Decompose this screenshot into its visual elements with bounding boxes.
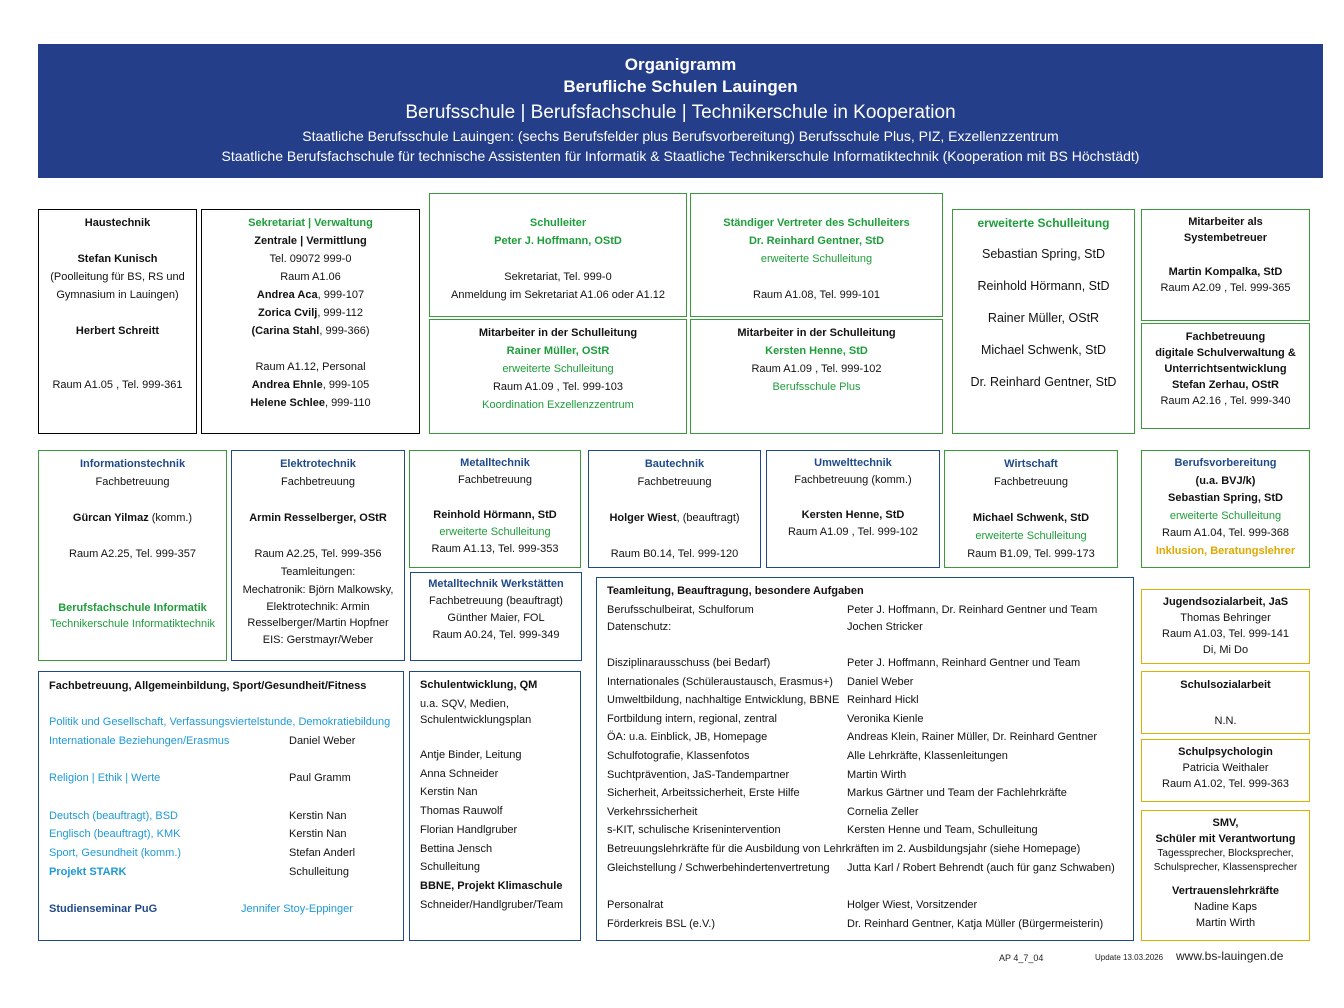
team-line: Resselberger/Martin Hopfner (247, 617, 389, 629)
responsible: Markus Gärtner und Team der Fachlehrkräfte (847, 787, 1067, 800)
box-title: Ständiger Vertreter des Schulleiters (723, 217, 910, 229)
box-title: Schulsozialarbeit (1180, 679, 1271, 691)
member-name: Antje Binder, Leitung (420, 749, 522, 761)
extension: , 999-366) (319, 325, 370, 337)
member-name: Martin Wirth (1195, 917, 1256, 929)
box-schulsozialarbeit (1141, 671, 1310, 734)
task-row (607, 803, 1125, 821)
task: Gleichstellung / Schwerbehindertenvertretung (607, 861, 830, 874)
subtitle: (u.a. BVJ/k) (1195, 474, 1256, 487)
task-row (607, 747, 1125, 765)
box-erweiterte-schulleitung (952, 209, 1135, 434)
box-informationstechnik (38, 450, 227, 661)
person-name: Rainer Müller, OStR (506, 345, 610, 357)
person-name: Thomas Behringer (1180, 612, 1271, 624)
box-title: Haustechnik (84, 217, 151, 229)
task: Sicherheit, Arbeitssicherheit, Erste Hilfe (607, 787, 800, 800)
task: Inklusion, Beratungslehrer (1155, 544, 1296, 557)
box-smv (1141, 810, 1310, 941)
task: Berufsschulbeirat, Schulforum (607, 604, 754, 616)
task-row (607, 691, 1125, 709)
responsible: Paul Gramm (289, 772, 351, 784)
responsible: Kerstin Nan (289, 828, 347, 840)
responsible: Dr. Reinhard Gentner, Katja Müller (Bürgermeisterin) (847, 917, 1104, 930)
responsible: Daniel Weber (847, 675, 914, 688)
subject-row (49, 863, 393, 881)
subtitle: Fachbetreuung (458, 474, 532, 486)
person-name: Kersten Henne, StD (801, 509, 905, 521)
box-mitarbeiter-henne (690, 319, 943, 434)
person-name: Stefan Kunisch (77, 253, 158, 265)
description: Tagessprecher, Blocksprecher, (1157, 848, 1294, 859)
responsible: Jennifer Stoy-Eppinger (241, 903, 353, 915)
header-banner (38, 44, 1323, 178)
task-row (607, 896, 1125, 914)
office-days: Di, Mi Do (1202, 644, 1249, 656)
room-info: Raum A1.09 , Tel. 999-102 (751, 363, 882, 375)
box-title: Elektrotechnik (280, 458, 356, 470)
task-row (607, 618, 1125, 636)
subject: Projekt STARK (49, 866, 127, 878)
school-types: Berufsschule | Berufsfachschule | Technikerschule in Kooperation (405, 102, 956, 123)
member-name: Florian Handlgruber (420, 823, 518, 836)
responsible: Martin Wirth (847, 768, 907, 781)
box-title: Sekretariat | Verwaltung (248, 217, 373, 229)
room-info: Raum A1.03, Tel. 999-141 (1162, 628, 1289, 640)
member-name: Schulleitung (420, 861, 480, 874)
subject: Englisch (beauftragt), KMK (49, 828, 181, 840)
task: Personalrat (607, 899, 664, 911)
task: Koordination Exzellenzzentrum (482, 399, 634, 411)
page-subtitle: Berufliche Schulen Lauingen (563, 77, 798, 96)
box-systembetreuer (1141, 209, 1310, 321)
person-name: Gürcan Yilmaz (72, 512, 149, 524)
responsible: Reinhard Hickl (847, 694, 919, 707)
task: Fortbildung intern, regional, zentral (607, 712, 777, 725)
responsible: Kerstin Nan (289, 810, 347, 822)
person-name: Helene Schlee (250, 397, 325, 409)
task-row (607, 915, 1125, 933)
responsible: Andreas Klein, Rainer Müller, Dr. Reinhard Gentner (847, 731, 1098, 744)
person-name: N.N. (1214, 715, 1237, 727)
box-teamleitung (596, 577, 1134, 941)
person-name: Andrea Aca (256, 289, 318, 301)
member-name: Schneider/Handlgruber/Team (420, 898, 564, 911)
box-bautechnik (588, 450, 761, 568)
subject: Studienseminar PuG (49, 903, 158, 915)
task: Förderkreis BSL (e.V.) (607, 917, 716, 930)
subtitle: Fachbetreuung (komm.) (794, 474, 912, 486)
box-title: SMV, (1212, 817, 1239, 829)
room-info: Raum A1.05 , Tel. 999-361 (52, 379, 183, 391)
subject-row (49, 769, 393, 787)
member-name: Thomas Rauwolf (420, 805, 503, 818)
task: Schulfotografie, Klassenfotos (607, 750, 750, 762)
section-title: BBNE, Projekt Klimaschule (420, 879, 563, 892)
subtitle: Zentrale | Vermittlung (254, 235, 367, 247)
role: erweiterte Schulleitung (1169, 509, 1282, 522)
box-title: Schulleiter (529, 217, 587, 229)
room-info: Raum B1.09, Tel. 999-173 (967, 548, 1095, 560)
box-umwelttechnik (766, 450, 940, 568)
responsible: Holger Wiest, Vorsitzender (847, 899, 978, 911)
task: ÖA: u.a. Einblick, JB, Homepage (607, 731, 768, 744)
note: , (beauftragt) (676, 512, 740, 524)
subject-row (49, 900, 393, 918)
person-name: Dr. Reinhard Gentner, StD (748, 235, 885, 247)
task: Datenschutz: (607, 620, 672, 633)
subject: Deutsch (beauftragt), BSD (49, 810, 179, 822)
phone: Tel. 09072 999-0 (269, 253, 352, 265)
task-row (607, 654, 1125, 672)
person-name: Holger Wiest (609, 512, 677, 524)
website-link[interactable]: www.bs-lauingen.de (1176, 949, 1284, 963)
subtitle: Fachbetreuung (637, 476, 712, 488)
room-info: Raum A1.04, Tel. 999-368 (1162, 527, 1289, 539)
person-name: (Carina Stahl (251, 325, 320, 337)
room-info: Raum A2.25, Tel. 999-356 (254, 548, 382, 560)
subject: Sport, Gesundheit (komm.) (49, 847, 182, 859)
subtitle: Fachbetreuung (994, 476, 1068, 488)
page-title: Organigramm (624, 55, 737, 74)
box-title: Mitarbeiter als (1188, 216, 1263, 228)
document-code: AP 4_7_04 (999, 953, 1044, 963)
member-name: Rainer Müller, OStR (987, 311, 1100, 325)
room-info: Raum A2.09 , Tel. 999-365 (1160, 282, 1291, 294)
box-schulleiter (429, 193, 687, 317)
box-jugendsozialarbeit (1141, 589, 1310, 664)
box-berufsvorbereitung (1141, 450, 1310, 568)
box-title: Teamleitung, Beauftragung, besondere Aufgaben (607, 585, 864, 597)
header-line-berufsfachschule: Staatliche Berufsfachschule für technische Assistenten für Informatik & Staatliche Technikerschule Informatiktechnik (Kooperation mit BS Höchstädt) (221, 148, 1140, 164)
member-name: Kerstin Nan (420, 786, 478, 799)
member-name: Michael Schwenk, StD (980, 343, 1107, 357)
responsible: Schulleitung (289, 866, 349, 878)
task-row: Betreuungslehrkräfte für die Ausbildung von Lehrkräften im 2. Ausbildungsjahr (siehe Homepage) (607, 843, 1081, 855)
subject-row (49, 807, 393, 825)
member-name: Reinhold Hörmann, StD (977, 279, 1110, 293)
room-info: Raum A1.06 (280, 271, 341, 283)
person-name: Armin Resselberger, OStR (249, 512, 387, 524)
section-title: Vertrauenslehrkräfte (1172, 885, 1279, 897)
subtitle: Fachbetreuung (281, 476, 355, 488)
box-title: Unterrichtsentwicklung (1164, 363, 1287, 375)
box-schulentwicklung (409, 671, 581, 941)
member-name: Anna Schneider (420, 767, 499, 780)
responsible: Daniel Weber (289, 735, 356, 747)
note: (komm.) (148, 512, 193, 524)
person-name: Kersten Henne, StD (765, 345, 868, 357)
team-line: Elektrotechnik: Armin (266, 601, 370, 613)
team-heading: Teamleitungen: (280, 566, 356, 578)
responsible: Stefan Anderl (289, 847, 356, 859)
room-info: Raum A2.25, Tel. 999-357 (69, 548, 196, 560)
box-title: Jugendsozialarbeit, JaS (1162, 596, 1289, 608)
responsible: Cornelia Zeller (847, 805, 919, 818)
description: Schulentwicklungsplan (420, 714, 532, 726)
task-row (607, 673, 1125, 691)
room-info: Raum A1.08, Tel. 999-101 (753, 289, 880, 301)
subject: Religion | Ethik | Werte (49, 772, 161, 784)
task: Internationales (Schüleraustausch, Erasmus+) (607, 675, 833, 688)
box-title: Mitarbeiter in der Schulleitung (737, 327, 896, 339)
note: Gymnasium in Lauingen) (56, 289, 179, 301)
subject: Internationale Beziehungen/Erasmus (49, 735, 230, 747)
description: Schulsprecher, Klassensprecher (1153, 862, 1298, 873)
responsible: Veronika Kienle (847, 712, 924, 725)
subject-row (49, 732, 393, 750)
role: erweiterte Schulleitung (439, 526, 551, 538)
member-name: Sebastian Spring, StD (982, 247, 1105, 261)
member-name: Dr. Reinhard Gentner, StD (970, 375, 1117, 389)
responsible: Peter J. Hoffmann, Dr. Reinhard Gentner und Team (847, 604, 1098, 616)
responsible: Jochen Stricker (847, 620, 923, 633)
extension: , 999-105 (322, 379, 370, 391)
header-line-berufsschule: Staatliche Berufsschule Lauingen: (sechs Berufsfelder plus Berufsvorbereitung) Berufsschule Plus, PIZ, Exzellenzzentrum (302, 128, 1059, 144)
responsible: Kersten Henne und Team, Schulleitung (847, 824, 1038, 837)
room-info: Raum A1.09 , Tel. 999-102 (787, 526, 919, 538)
extension: , 999-112 (317, 307, 363, 319)
box-title: Berufsvorbereitung (1174, 457, 1277, 469)
box-title: erweiterte Schulleitung (977, 216, 1110, 230)
task: Berufsschule Plus (772, 381, 861, 393)
box-title: digitale Schulverwaltung & (1155, 347, 1296, 359)
role: erweiterte Schulleitung (975, 530, 1087, 542)
extension: , 999-110 (324, 397, 371, 409)
task-row (607, 821, 1125, 839)
person-name: Patricia Weithaler (1182, 762, 1269, 774)
task: Suchtprävention, JaS-Tandempartner (607, 768, 790, 781)
task-row (607, 859, 1125, 877)
person-name: Peter J. Hoffmann, OStD (494, 235, 622, 247)
description: u.a. SQV, Medien, (420, 698, 509, 710)
contact: Sekretariat, Tel. 999-0 (504, 271, 612, 283)
box-title: Fachbetreuung (1185, 331, 1266, 343)
box-title: Metalltechnik Werkstätten (428, 578, 564, 590)
contact: Anmeldung im Sekretariat A1.06 oder A1.12 (450, 289, 666, 301)
role: erweiterte Schulleitung (502, 363, 614, 375)
responsible: Jutta Karl / Robert Behrendt (auch für ganz Schwaben) (847, 861, 1115, 874)
room-info: Raum B0.14, Tel. 999-120 (610, 548, 739, 560)
box-title: Informationstechnik (79, 458, 186, 470)
team-line: Mechatronik: Björn Malkowsky, (242, 584, 394, 596)
room-info: Raum A1.09 , Tel. 999-103 (492, 381, 624, 393)
box-elektrotechnik (231, 450, 405, 661)
subtitle: Fachbetreuung (95, 476, 170, 488)
box-allgemeinbildung (38, 671, 404, 941)
task: Umweltbildung, nachhaltige Entwicklung, BBNE (607, 694, 840, 707)
box-title: Wirtschaft (1004, 458, 1058, 470)
room-info: Raum A1.12, Personal (255, 361, 366, 373)
person-name: Stefan Zerhau, OStR (1172, 379, 1279, 391)
box-mitarbeiter-mueller (429, 319, 687, 434)
update-date: Update 13.03.2026 (1095, 953, 1164, 962)
subject-row (49, 844, 393, 862)
box-title: Metalltechnik (460, 457, 530, 469)
subject-row (49, 825, 393, 843)
member-name: Nadine Kaps (1194, 901, 1257, 913)
note: (Poolleitung für BS, RS und (50, 271, 185, 283)
person-name: Günther Maier, FOL (447, 612, 545, 624)
extension: , 999-107 (317, 289, 365, 301)
room-info: Raum A1.02, Tel. 999-363 (1162, 778, 1289, 790)
task-row (607, 766, 1125, 784)
box-title: Systembetreuer (1183, 232, 1268, 244)
room-info: Raum A0.24, Tel. 999-349 (432, 629, 560, 641)
role: erweiterte Schulleitung (760, 253, 873, 265)
room-info: Raum A2.16 , Tel. 999-340 (1160, 395, 1291, 407)
task: s-KIT, schulische Krisenintervention (607, 824, 781, 837)
responsible: Alle Lehrkräfte, Klassenleitungen (847, 750, 1008, 762)
task-row (607, 601, 1125, 619)
subtitle: Schüler mit Verantwortung (1155, 833, 1296, 845)
person-name: Andrea Ehnle (251, 379, 323, 391)
subtitle: Fachbetreuung (beauftragt) (429, 595, 563, 607)
person-name: Reinhold Hörmann, StD (433, 509, 557, 521)
member-name: Bettina Jensch (420, 842, 493, 855)
person-name: Michael Schwenk, StD (972, 512, 1090, 524)
box-title: Bautechnik (644, 458, 705, 470)
task: Disziplinarausschuss (bei Bedarf) (607, 657, 771, 669)
person-name: Herbert Schreitt (75, 325, 160, 337)
box-sekretariat (201, 209, 420, 434)
box-title: Mitarbeiter in der Schulleitung (478, 327, 638, 339)
box-digitale-schulverwaltung (1141, 323, 1310, 429)
task-row (607, 784, 1125, 802)
box-title: Umwelttechnik (814, 457, 892, 469)
box-schulpsychologin (1141, 739, 1310, 802)
school-name: Technikerschule Informatiktechnik (49, 618, 216, 630)
room-info: Raum A1.13, Tel. 999-353 (431, 543, 559, 555)
team-line: EIS: Gerstmayr/Weber (262, 634, 374, 646)
box-title: Schulentwicklung, QM (420, 679, 538, 691)
box-wirtschaft (944, 450, 1118, 568)
box-metalltechnik-werkstaetten (410, 572, 582, 661)
box-title: Fachbetreuung, Allgemeinbildung, Sport/Gesundheit/Fitness (49, 680, 367, 692)
school-name: Berufsfachschule Informatik (58, 602, 207, 614)
person-name: Sebastian Spring, StD (1168, 492, 1283, 504)
task-row (607, 728, 1125, 746)
subject-row: Politik und Gesellschaft, Verfassungsviertelstunde, Demokratiebildung (49, 716, 391, 728)
box-vertreter (690, 193, 943, 317)
box-metalltechnik (409, 450, 581, 568)
person-name: Martin Kompalka, StD (1168, 266, 1283, 278)
task: Verkehrssicherheit (607, 805, 698, 818)
box-haustechnik (38, 209, 197, 434)
responsible: Peter J. Hoffmann, Reinhard Gentner und Team (847, 657, 1081, 669)
box-title: Schulpsychologin (1178, 746, 1273, 758)
task-row (607, 710, 1125, 728)
person-name: Zorica Cvilj (258, 307, 318, 319)
